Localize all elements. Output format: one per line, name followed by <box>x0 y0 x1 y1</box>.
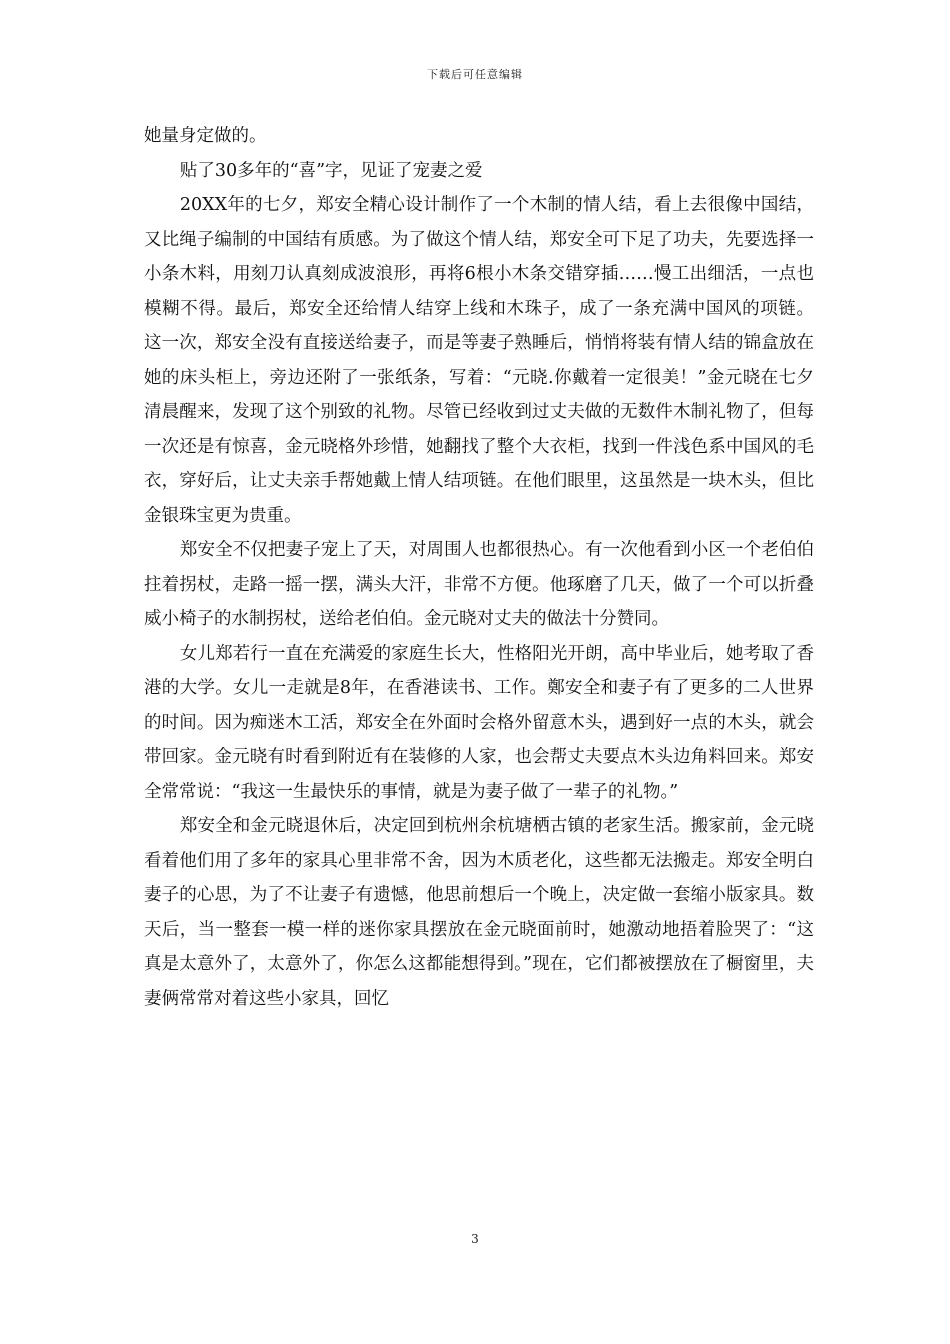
page-number: 3 <box>471 1232 479 1246</box>
paragraph: 女儿郑若行一直在充满爱的家庭生长大，性格阳光开朗，高中毕业后，她考取了香港的大学。女儿一走就是8年，在香港读书、工作。鄭安全和妻子有了更多的二人世界的时间。因为痴迷木工活，郑安全在外面时会格外留意木头，遇到好一点的木头，就会带回家。金元晓有时看到附近有在装修的人家，也会帮丈夫要点木头边角料回来。郑安全常常说：“我这一生最快乐的事情，就是为妻子做了一辈子的礼物。” <box>144 643 814 802</box>
paragraph: 20XX年的七夕，郑安全精心设计制作了一个木制的情人结，看上去很像中国结，又比绳子编制的中国结有质感。为了做这个情人结，郑安全可下足了功夫，先要选择一小条木料，用刻刀认真刻成波浪形，再将6根小木条交错穿插……慢工出细活，一点也模糊不得。最后，郑安全还给情人结穿上线和木珠子，成了一条充满中国风的项链。 这一次，郑安全没有直接送给妻子，而是等妻子熟睡后，悄悄将装有情人结的锦盒放在她的床头柜上，旁边还附了一张纸条，写着：“元晓.你戴着一定很美！”金元晓在七夕清晨醒来，发现了这个别致的礼物。尽管已经收到过丈夫做的无数件木制礼物了，但每一次还是有惊喜，金元晓格外珍惜，她翻找了整个大衣柜，找到一件浅色系中国风的毛衣，穿好后，让丈夫亲手帮她戴上情人结项链。在他们眼里，这虽然是一块木头，但比金银珠宝更为贵重。 <box>144 195 814 526</box>
document-body <box>144 119 814 1016</box>
section-heading: 贴了30多年的“喜”字，见证了宠妻之爱 <box>179 160 483 181</box>
paragraph: 郑安全不仅把妻子宠上了天，对周围人也都很热心。有一次他看到小区一个老伯伯拄着拐杖，走路一摇一摆，满头大汗，非常不方便。他琢磨了几天，做了一个可以折叠威小椅子的水制拐杖，送给老伯伯。金元晓对丈夫的做法十分赞同。 <box>144 540 814 629</box>
page-header: 下载后可任意编辑 <box>427 68 523 81</box>
paragraph: 她量身定做的。 <box>144 126 267 146</box>
paragraph: 郑安全和金元晓退休后，决定回到杭州余杭塘栖古镇的老家生活。搬家前，金元晓看着他们用了多年的家具心里非常不舍，因为木质老化，这些都无法搬走。郑安全明白妻子的心思，为了不让妻子有遗憾，他思前想后一个晚上，决定做一套缩小版家具。数天后，当一整套一模一样的迷你家具摆放在金元晓面前时，她激动地捂着脸哭了：“这真是太意外了，太意外了，你怎么这都能想得到。”现在，它们都被摆放在了橱窗里，夫妻俩常常对着这些小家具，回忆 <box>144 816 814 1009</box>
